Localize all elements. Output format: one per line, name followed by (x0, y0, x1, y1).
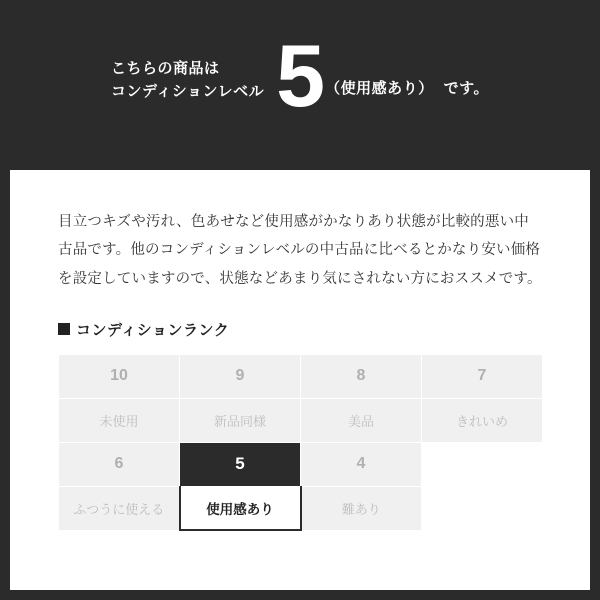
rank-label-9: 新品同様 (180, 398, 301, 442)
rank-label-10: 未使用 (59, 398, 180, 442)
header-tail-suffix: です。 (443, 79, 489, 97)
rank-label-4: 難あり (301, 486, 422, 530)
rank-label-5: 使用感あり (180, 486, 301, 530)
condition-rank-table (58, 354, 543, 532)
header-banner (0, 0, 600, 160)
rank-number-7: 7 (422, 354, 543, 398)
table-row-numbers-1 (59, 354, 543, 398)
rank-label-7: きれいめ (422, 398, 543, 442)
rank-label-6: ふつうに使える (59, 486, 180, 530)
rank-cell-empty-top (422, 442, 543, 486)
header-inner (0, 26, 600, 126)
header-lead-line1: こちらの商品は (111, 59, 220, 77)
table-row-numbers-2 (59, 442, 543, 486)
condition-description: 目立つキズや汚れ、色あせなど使用感がかなりあり状態が比較的悪い中古品です。他のコンディションレベルの中古品に比べるとかなり安い価格を設定していますので、状態などあまり気にされない方におススメです。 (58, 214, 542, 287)
rank-number-9: 9 (180, 354, 301, 398)
header-tail-text (325, 63, 489, 98)
header-lead-text (111, 57, 264, 104)
header-tail-note: （使用感あり） (325, 79, 434, 97)
body-panel (10, 170, 590, 590)
table-row-labels-1 (59, 398, 543, 442)
table-row-labels-2 (59, 486, 543, 530)
rank-cell-empty-bottom (422, 486, 543, 530)
section-title (58, 319, 542, 340)
rank-label-8: 美品 (301, 398, 422, 442)
rank-number-8: 8 (301, 354, 422, 398)
rank-number-6: 6 (59, 442, 180, 486)
section-title-label: コンディションランク (76, 321, 230, 339)
square-bullet-icon (58, 323, 70, 335)
condition-level-number: 5 (276, 26, 324, 126)
rank-number-4: 4 (301, 442, 422, 486)
rank-number-5: 5 (180, 442, 301, 486)
rank-number-10: 10 (59, 354, 180, 398)
header-lead-line2: コンディションレベル (111, 83, 265, 100)
